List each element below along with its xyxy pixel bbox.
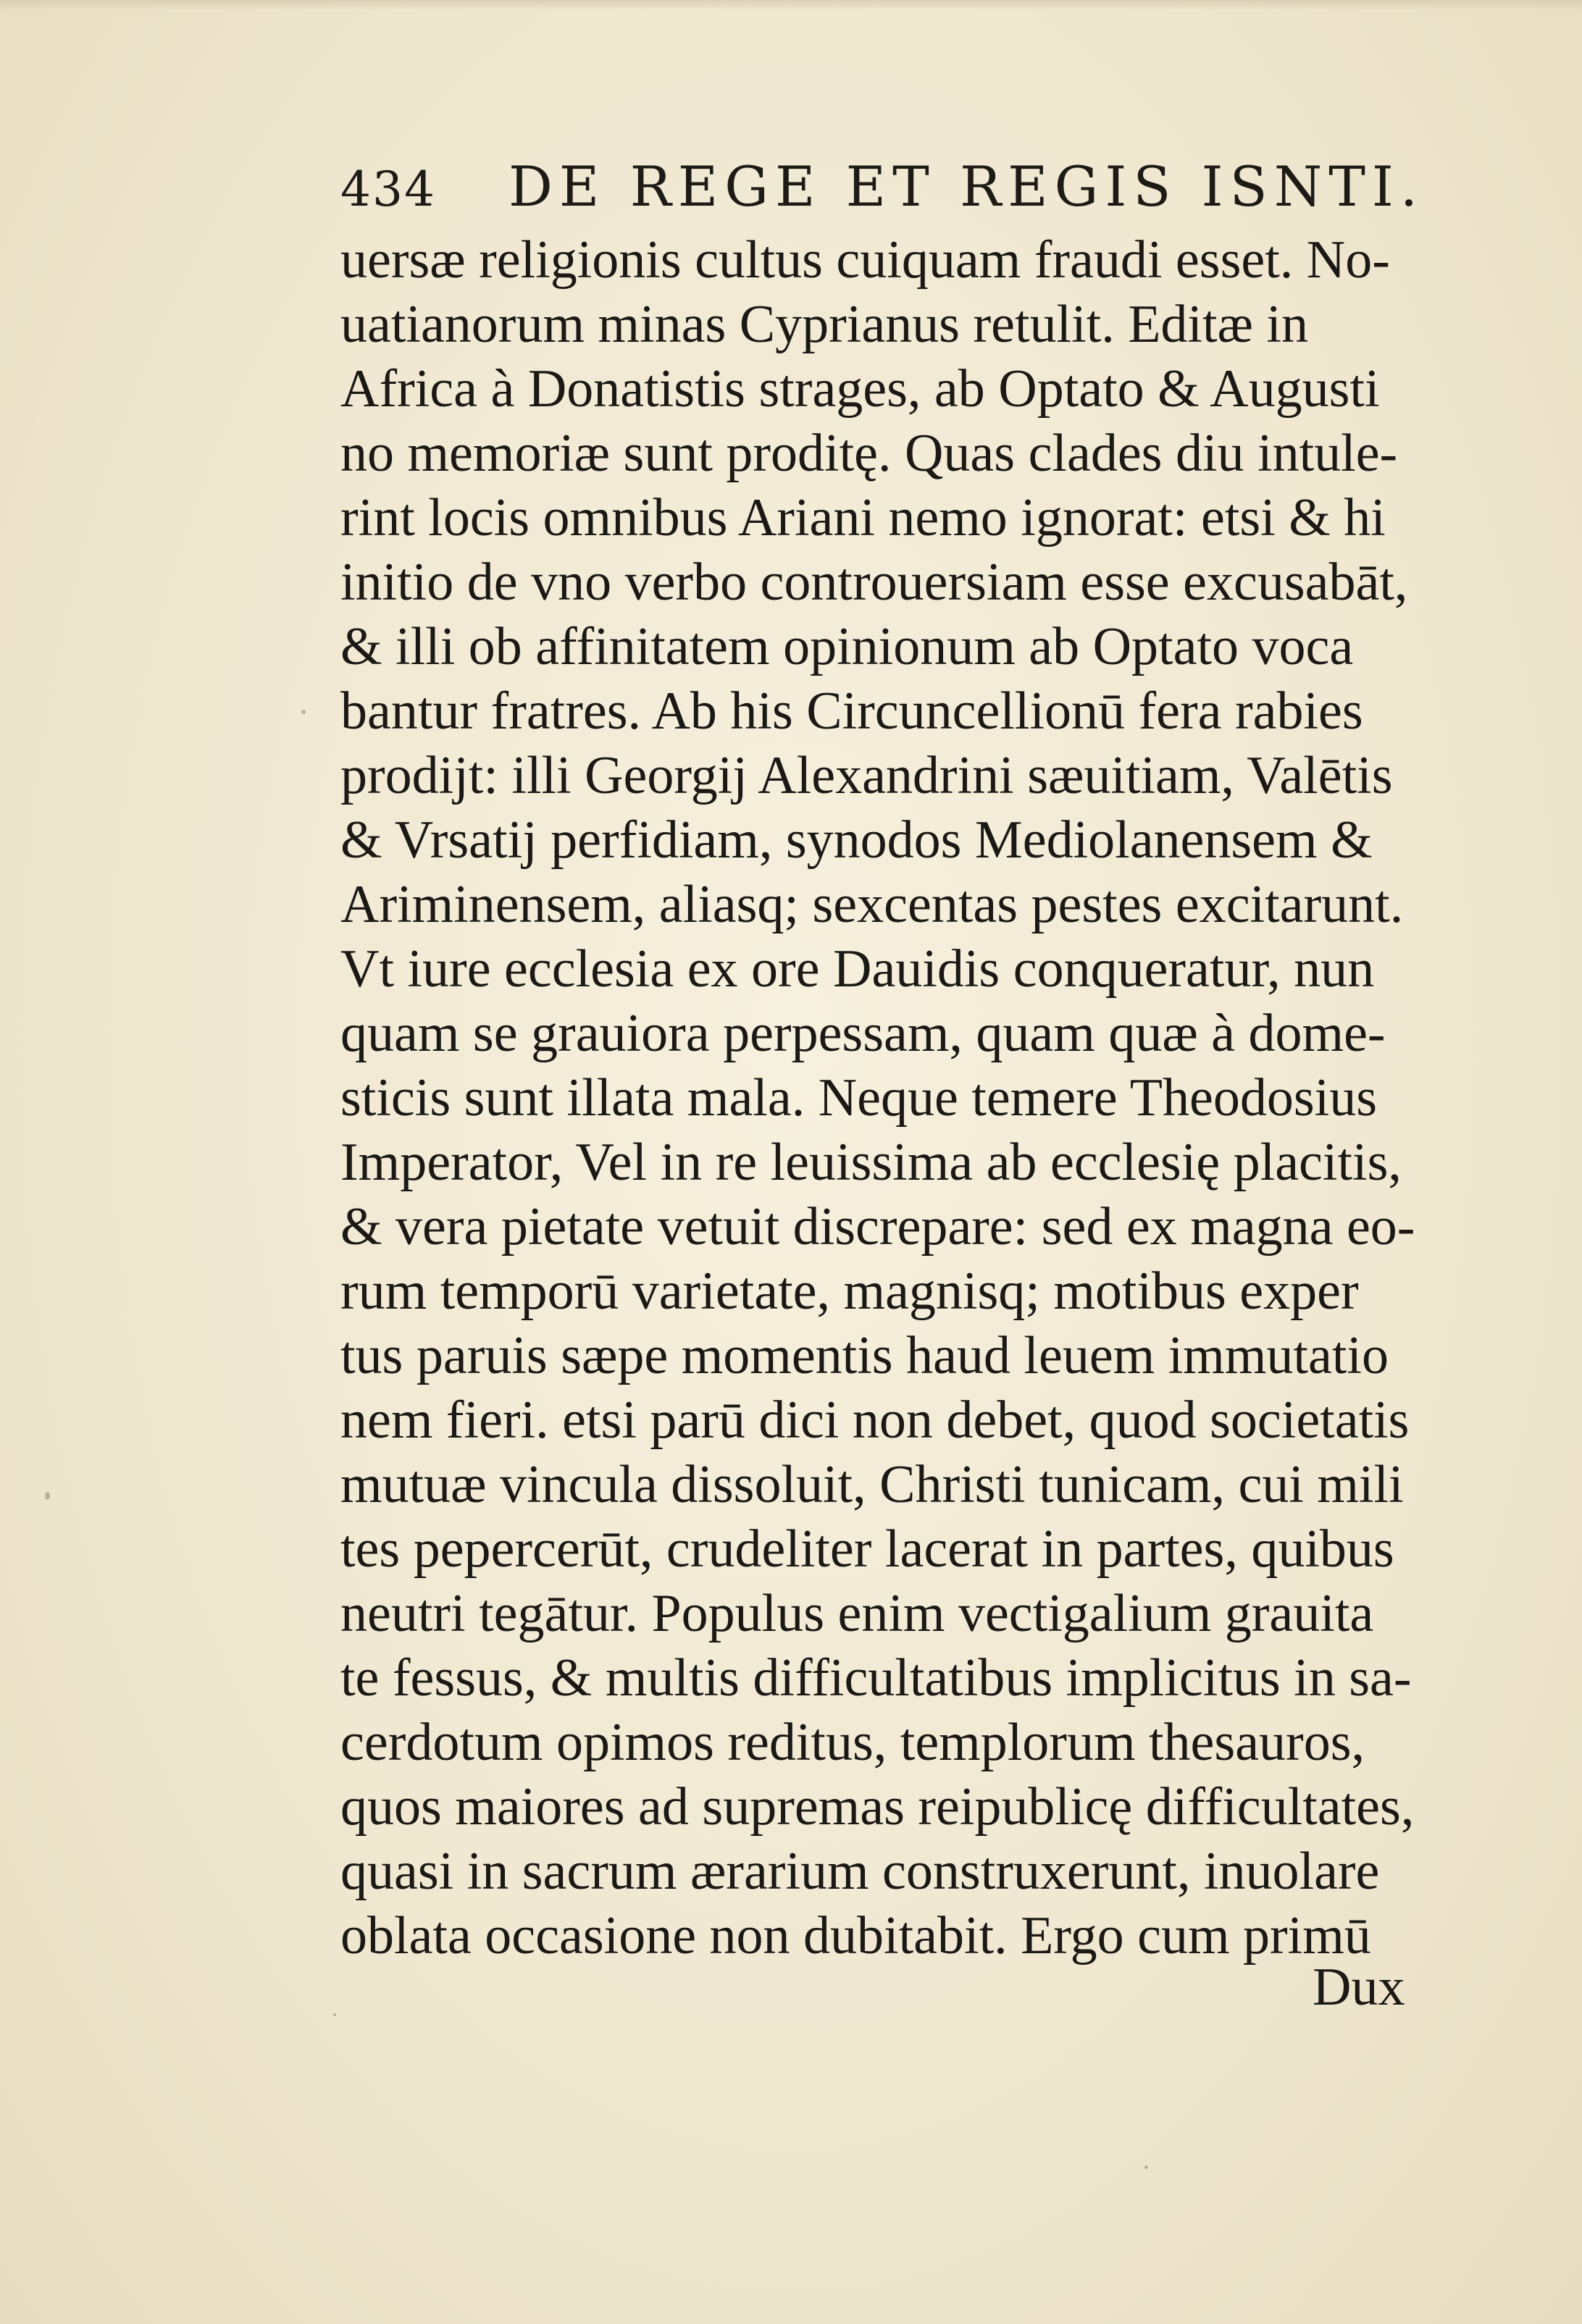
running-head <box>340 148 1425 228</box>
text-line: te fessus, & multis difficultatibus implicitus in sa- <box>340 1648 1412 1708</box>
text-line: quos maiores ad supremas reipublicę difficultates, <box>340 1777 1415 1837</box>
text-line: sticis sunt illata mala. Neque temere Theodosius <box>340 1068 1378 1128</box>
text-line: bantur fratres. Ab his Circuncellionū fera rabies <box>340 681 1363 741</box>
text-line: uatianorum minas Cyprianus retulit. Editæ in <box>340 295 1308 354</box>
text-line: Vt iure ecclesia ex ore Dauidis conqueratur, nun <box>340 939 1375 999</box>
text-line: tus paruis sæpe momentis haud leuem immutatio <box>340 1326 1389 1385</box>
page-top-edge <box>0 0 1582 10</box>
text-line: quasi in sacrum ærarium construxerunt, inuolare <box>340 1842 1380 1901</box>
body-text <box>340 228 1427 1968</box>
text-line: Ariminensem, aliasq; sexcentas pestes excitarunt. <box>340 875 1404 934</box>
text-line: cerdotum opimos reditus, templorum thesauros, <box>340 1713 1365 1772</box>
text-line: & illi ob affinitatem opinionum ab Optato voca <box>340 617 1354 676</box>
text-line: Africa à Donatistis strages, ab Optato & Augusti <box>340 359 1380 419</box>
text-line: rum temporū varietate, magnisq; motibus exper <box>340 1262 1359 1321</box>
text-line: initio de vno verbo controuersiam esse excusabāt, <box>340 553 1408 612</box>
text-line: & Vrsatij perfidiam, synodos Mediolanensem & <box>340 810 1373 870</box>
text-line: rint locis omnibus Ariani nemo ignorat: etsi & hi <box>340 488 1386 548</box>
text-line: oblata occasione non dubitabit. Ergo cum primū <box>340 1906 1371 1966</box>
text-line: quam se grauiora perpessam, quam quæ à dome- <box>340 1004 1386 1063</box>
text-line: uersæ religionis cultus cuiquam fraudi esset. No- <box>340 230 1390 290</box>
running-title: DE REGE ET REGIS ISNTI. <box>508 154 1425 219</box>
text-line: prodijt: illi Georgij Alexandrini sæuitiam, Valētis <box>340 746 1393 805</box>
text-line: mutuæ vincula dissoluit, Christi tunicam, cui mili <box>340 1455 1404 1514</box>
catchword: Dux <box>1313 1958 1405 2017</box>
text-line: & vera pietate vetuit discrepare: sed ex magna eo- <box>340 1197 1415 1257</box>
text-line: no memoriæ sunt proditę. Quas clades diu intule- <box>340 424 1398 483</box>
text-line: Imperator, Vel in re leuissima ab ecclesię placitis, <box>340 1133 1402 1192</box>
text-line: neutri tegātur. Populus enim vectigalium grauita <box>340 1584 1374 1643</box>
text-line: tes pepercerūt, crudeliter lacerat in partes, quibus <box>340 1519 1394 1579</box>
text-line: nem fieri. etsi parū dici non debet, quod societatis <box>340 1390 1410 1450</box>
page-number: 434 <box>340 161 436 217</box>
